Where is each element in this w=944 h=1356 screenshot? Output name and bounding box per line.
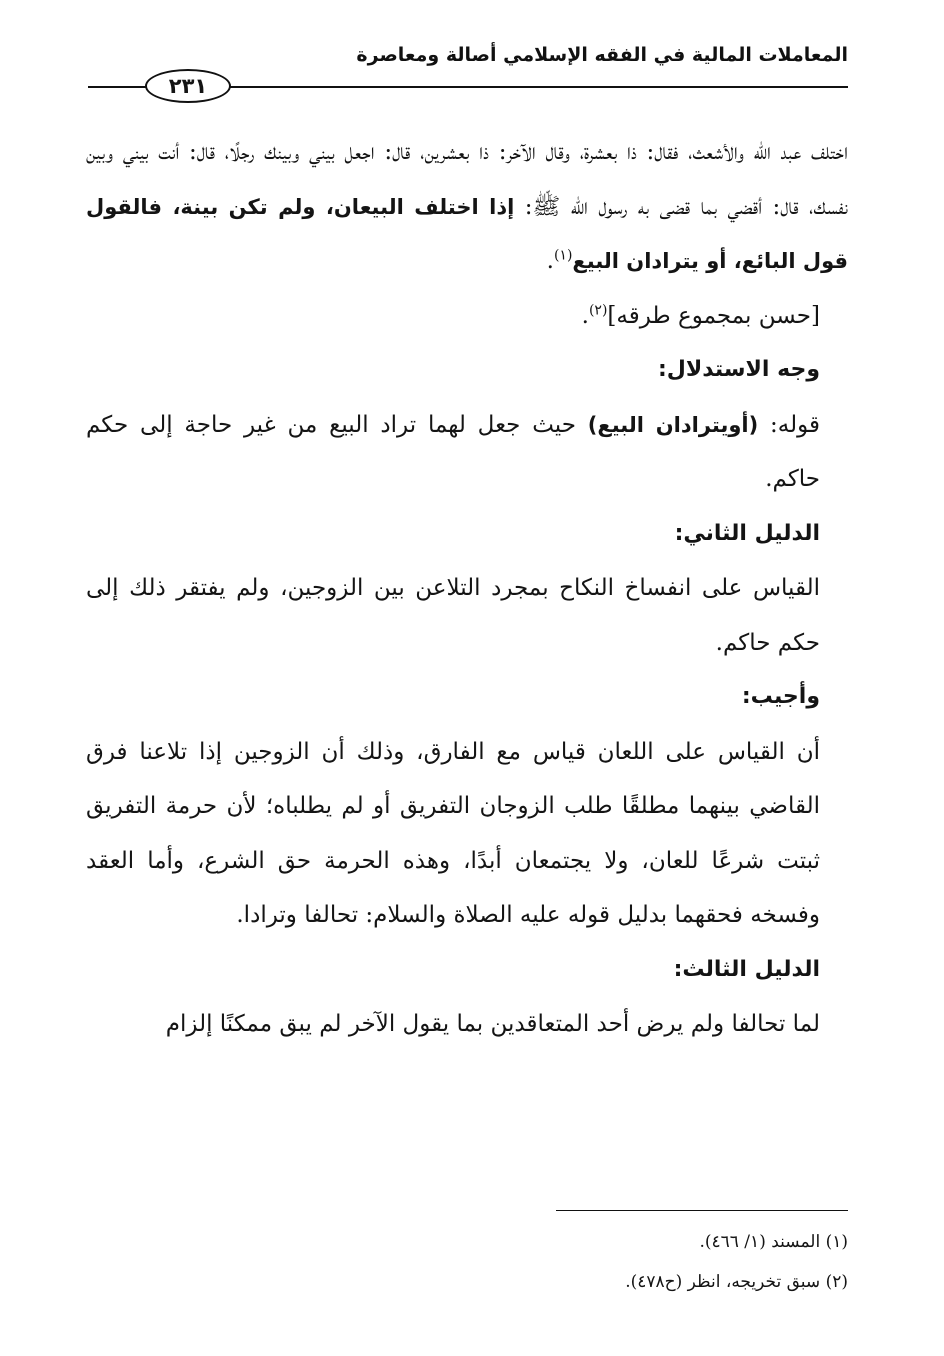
response-paragraph: أن القياس على اللعان قياس مع الفارق، وذلك أن الزوجين إذا تلاعنا فرق القاضي بينهما مطلقًا طلب الزوجان التفريق أو لم يطلباه؛ لأن حرمة التفريق ثبتت شرعًا للعان، ولا يجتمعان أبدًا، وهذه الحرمة حق الشرع، وأما العقد وفسخه فحقهما بدليل قوله عليه الصلاة والسلام: تحالفا وترادا.: [86, 738, 820, 928]
page-number: ٢٣١: [145, 69, 231, 103]
footnotes: [86, 1222, 848, 1302]
evidence-aspect-paragraph: قوله: (أويترادان البيع) حيث جعل لهما تراد البيع من غير حاجة إلى حكم حاكم.: [86, 411, 820, 492]
hadith-narration: اختلف عبد الله والأشعث، فقال: ذا بعشرة، وقال الآخر: ذا بعشرين، قال: اجعل بيني وبينك رجلًا، قال: أنت بيني وبين نفسك، قال: أقضي بما قضى به رسول الله ﷺ:: [86, 139, 849, 220]
main-text: [86, 125, 848, 1052]
hadith-paragraph: اختلف عبد الله والأشعث، فقال: ذا بعشرة، وقال الآخر: ذا بعشرين، قال: اجعل بيني وبينك رجلًا، قال: أنت بيني وبين نفسك، قال: أقضي بما قضى به رسول الله ﷺ: إذا اختلف البيعان، ولم تكن بينة، فالقول قول البائع، أو يترادان البيع$^{(١)}$.: [86, 139, 849, 274]
second-evidence-paragraph: القياس على انفساخ النكاح بمجرد التلاعن بين الزوجين، ولم يفتقر ذلك إلى حكم حاكم.: [86, 575, 820, 656]
section-heading-evidence-aspect: وجه الاستدلال:: [657, 357, 820, 382]
running-header-title: المعاملات المالية في الفقه الإسلامي أصالة ومعاصرة: [356, 44, 848, 66]
hadith-text: إذا اختلف البيعان، ولم تكن بينة، فالقول قول البائع، أو يترادان البيع: [86, 194, 848, 273]
footnote-ref-1: (١): [553, 247, 573, 264]
section-heading-second-evidence: الدليل الثاني:: [674, 520, 820, 546]
hadith-grading: [حسن بمجموع طرقه]$^{(٢)}$.: [581, 301, 820, 329]
footnote-1: (١) المسند (١/ ٤٦٦).: [699, 1232, 848, 1252]
footnote-separator: [556, 1210, 848, 1211]
footnote-ref-2: (٢): [588, 301, 608, 318]
footnote-2: (٢) سبق تخريجه، انظر (ح٤٧٨).: [625, 1272, 848, 1292]
third-evidence-paragraph: لما تحالفا ولم يرض أحد المتعاقدين بما يقول الآخر لم يبق ممكنًا إلزام: [165, 1011, 820, 1037]
section-heading-third-evidence: الدليل الثالث:: [673, 956, 820, 982]
quoted-phrase: (أويترادان البيع): [587, 412, 759, 437]
section-heading-response: وأجيب:: [741, 684, 820, 709]
